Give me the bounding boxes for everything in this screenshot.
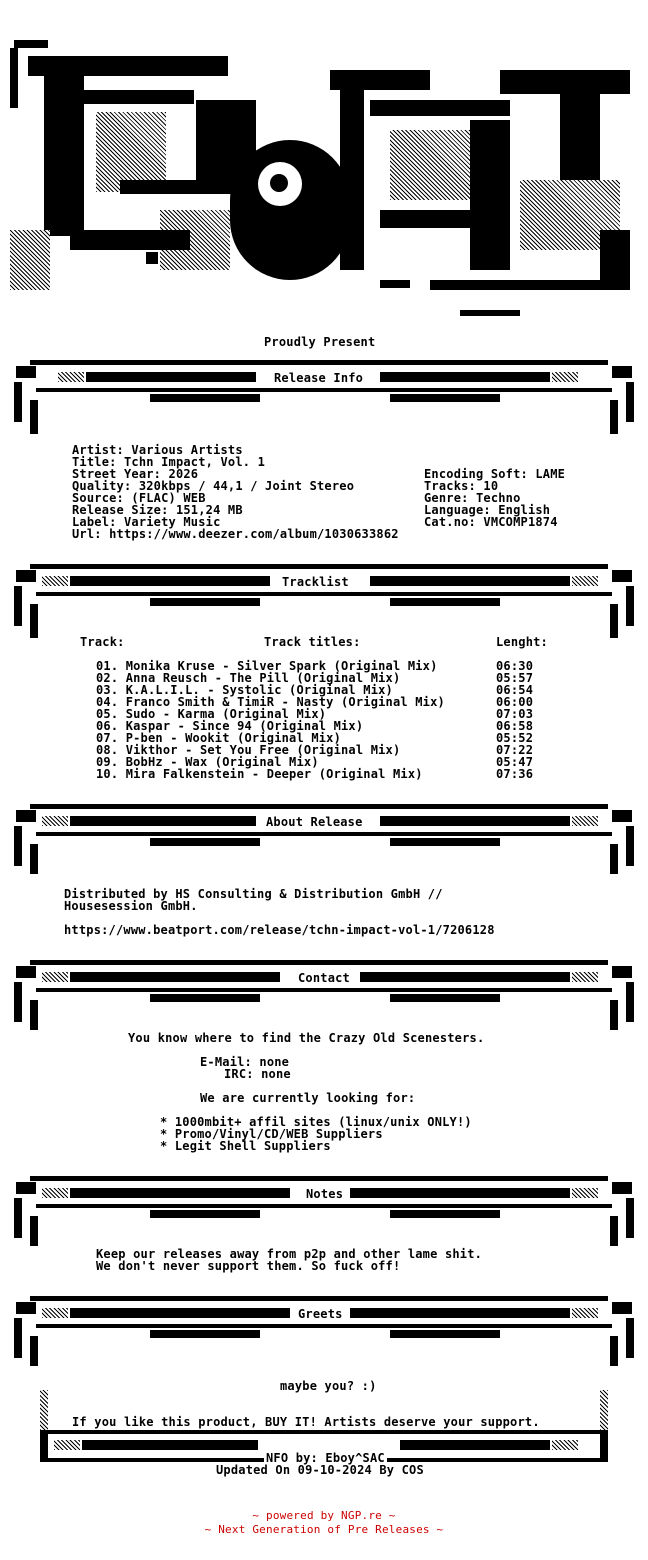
logo-tagline: Proudly Present (264, 335, 376, 349)
release-catno: Cat.no: VMCOMP1874 (424, 515, 558, 529)
track-row-length: 05:52 (496, 731, 534, 745)
section-title-contact: Contact (298, 971, 350, 985)
release-title: Title: Tchn Impact, Vol. 1 (72, 455, 266, 469)
section-title-greets: Greets (298, 1307, 343, 1321)
tracklist-header-track: Track: (80, 635, 125, 649)
track-row-length: 05:57 (496, 671, 534, 685)
banner-release-info (0, 360, 648, 442)
release-encoding: Encoding Soft: LAME (424, 467, 566, 481)
contact-item: * Legit Shell Suppliers (160, 1139, 331, 1153)
powered-by-line[interactable]: ~ powered by NGP.re ~ (252, 1509, 396, 1522)
release-language: Language: English (424, 503, 551, 517)
tracklist-header-titles: Track titles: (264, 635, 361, 649)
section-title-about: About Release (266, 815, 363, 829)
banner-tracklist (0, 564, 648, 649)
track-row-title: 09. BobHz - Wax (Original Mix) (96, 755, 319, 769)
release-street-year: Street Year: 2026 (72, 467, 199, 481)
footer-updated: Updated On 09-10-2024 By COS (216, 1463, 424, 1477)
release-genre: Genre: Techno (424, 491, 521, 505)
release-quality: Quality: 320kbps / 44,1 / Joint Stereo (72, 479, 355, 493)
track-row-length: 06:58 (496, 719, 534, 733)
section-title-tracklist: Tracklist (282, 575, 349, 589)
track-row-length: 06:54 (496, 683, 534, 697)
track-row-title: 04. Franco Smith & TimiR - Nasty (Original Mix) (96, 695, 445, 709)
track-row-title: 03. K.A.L.I.L. - Systolic (Original Mix) (96, 683, 393, 697)
release-label: Label: Variety Music (72, 515, 221, 529)
release-source: Source: (FLAC) WEB (72, 491, 206, 505)
notes-line-1: Keep our releases away from p2p and other lame shit. (96, 1247, 483, 1261)
powered-by-tagline: ~ Next Generation of Pre Releases ~ (204, 1523, 444, 1536)
contact-item: * Promo/Vinyl/CD/WEB Suppliers (160, 1127, 383, 1141)
release-tracks: Tracks: 10 (424, 479, 499, 493)
track-row-title: 05. Sudo - Karma (Original Mix) (96, 707, 327, 721)
track-row-length: 05:47 (496, 755, 534, 769)
banner-contact (0, 960, 648, 1045)
banner-notes (0, 1176, 648, 1261)
track-row-title: 08. Vikthor - Set You Free (Original Mix) (96, 743, 401, 757)
contact-irc: IRC: none (224, 1067, 291, 1081)
release-url[interactable]: Url: https://www.deezer.com/album/1030633862 (72, 527, 399, 541)
track-row-length: 06:30 (496, 659, 534, 673)
contact-looking: We are currently looking for: (200, 1091, 416, 1105)
section-title-release-info: Release Info (274, 371, 364, 385)
notes-line-2: We don't never support them. So fuck off! (96, 1259, 401, 1273)
track-row-title: 07. P-ben - Wookit (Original Mix) (96, 731, 342, 745)
banner-about-release (0, 804, 648, 886)
track-row-title: 10. Mira Falkenstein - Deeper (Original Mix) (96, 767, 423, 781)
section-title-notes: Notes (306, 1187, 344, 1201)
track-row-length: 07:36 (496, 767, 534, 781)
cos-ascii-logo (0, 30, 648, 335)
contact-item: * 1000mbit+ affil sites (linux/unix ONLY!) (160, 1115, 472, 1129)
about-line-1: Distributed by HS Consulting & Distribution GmbH // (64, 887, 443, 901)
track-row-length: 07:03 (496, 707, 534, 721)
contact-email: E-Mail: none (200, 1055, 290, 1069)
release-size: Release Size: 151,24 MB (72, 503, 243, 517)
track-row-length: 06:00 (496, 695, 534, 709)
contact-intro: You know where to find the Crazy Old Scenesters. (128, 1031, 485, 1045)
about-link[interactable]: https://www.beatport.com/release/tchn-impact-vol-1/7206128 (64, 923, 495, 937)
greets-support: If you like this product, BUY IT! Artists deserve your support. (72, 1415, 540, 1429)
tracklist-header-length: Lenght: (496, 635, 548, 649)
track-row-title: 02. Anna Reusch - The Pill (Original Mix) (96, 671, 401, 685)
release-artist: Artist: Various Artists (72, 443, 243, 457)
track-row-title: 01. Monika Kruse - Silver Spark (Original Mix) (96, 659, 438, 673)
about-line-2: Housesession GmbH. (64, 899, 198, 913)
footer-nfo-by: NFO by: Eboy^SAC (266, 1451, 385, 1465)
banner-greets (0, 1296, 648, 1378)
track-row-length: 07:22 (496, 743, 534, 757)
track-row-title: 06. Kaspar - Since 94 (Original Mix) (96, 719, 364, 733)
greets-text: maybe you? :) (280, 1379, 377, 1393)
